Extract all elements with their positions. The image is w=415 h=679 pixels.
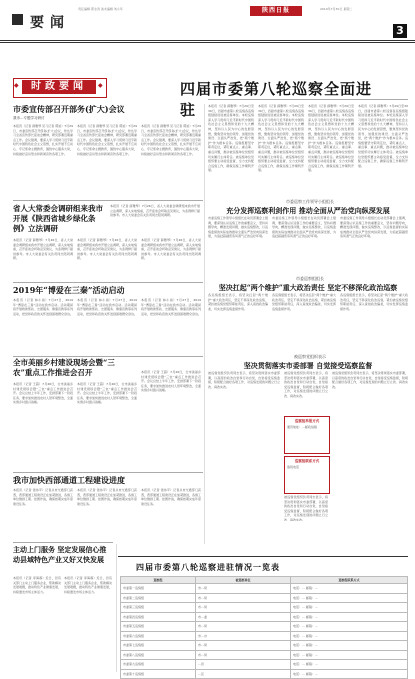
table-row	[121, 631, 408, 641]
story-title: 2019年“博爱在三秦”活动启动	[13, 285, 125, 295]
table-cell: 市…局	[196, 593, 291, 603]
table-cell: 电话：… 邮箱：…	[291, 650, 408, 660]
lead-body: 本报讯（记者 薛雅琴）7月29日至30日，四届市委第八轮巡察各巡察组陆续进驻被巡察单位。本轮巡察深入学习贯彻习近平新时代中国特色社会主义思想和党的十九大精神，坚持以人民为中心的发展思想，聚焦坚持党的领导、加强党的建设、全面从严治党，把“两个维护”作为根本任务。巡察组要坚守职责定位，紧盯重点人、重点事、重点问题，推动被巡察单位党组织切实履行主体责任。被巡察单位党组织要主动接受监督，全力支持配合巡察工作，确保巡察工作顺利开展。	[208, 104, 254, 173]
sub1-body: 市委巡察工作领导小组组长在动员部署会上强调，要深刻认识巡察工作的重要意义，坚持问题导向，精准发现问题，做实巡察整改，以巡察监督的实际成效推动全面从严治党向纵深发展，为追赶超越营造风清气正的良好环境。	[208, 216, 268, 239]
table-cell: 市…局	[196, 641, 291, 651]
story-body-cont: 本报讯（记者 李海蓉）近日，县有关部门主动上门服务企业，帮助解决发展难题，推动特色产业健康发展，持续激发市场主体活力。	[64, 576, 112, 594]
story-divider	[13, 200, 203, 201]
sub3-body-cont: 被巡察党组织负责同志表示，将坚决贯彻落实市委部署，以高度的政治自觉和行动自觉，自觉接受巡察监督，积极配合做好各项工作，对巡察发现的问题立行立改、真改实改。	[332, 371, 408, 389]
table-cell: 市委第十巡察组	[121, 669, 196, 679]
issue-date: 2019年7月30日 星期二	[320, 7, 353, 11]
sub2-body-cont: 各巡察组组长表示，将坚决扛起“两个维护”重大政治责任，坚定不移深化政治巡察，紧扣被巡察党组织职能责任，深入查找政治偏差，切实发挥巡察监督作用。	[340, 293, 408, 311]
table-title: 四届市委第八轮巡察进驻情况一览表	[136, 562, 280, 572]
sub3-kicker: 被巡察党组织表示	[294, 354, 326, 359]
report-info-line: 通讯地址：…邮政信箱	[287, 425, 318, 429]
kicker-label: 时政要闻	[22, 80, 96, 94]
page-header	[0, 0, 415, 46]
table-cell: 市…局	[196, 650, 291, 660]
story-divider	[13, 472, 203, 473]
table-cell: 市委第四巡察组	[121, 612, 196, 622]
table-cell: 市委第九巡察组	[121, 660, 196, 670]
table-cell: 市…办	[196, 631, 291, 641]
story-body-cont: 本报讯（记者 薛雅琴）7月26日，省人大常委会调研组来我市开展立法调研，深入实地察看，召开座谈会听取意见建议，为条例修订提供参考。市人大常委会有关负责同志陪同调研。	[141, 238, 201, 261]
sub3-body-cont: 被巡察党组织负责同志表示，将坚决贯彻落实市委部署，以高度的政治自觉和行动自觉，自觉接受巡察监督，积极配合做好各项工作，对巡察发现的问题立行立改、真改实改。	[284, 495, 328, 521]
table-cell: 市委第二巡察组	[121, 593, 196, 603]
table-cell: 电话：… 邮箱：…	[291, 631, 408, 641]
table-cell: 电话：… 邮箱：…	[291, 660, 408, 670]
story-body-cont: 本报讯（记者 王超）7月26日，全市美丽乡村建设现场会暨“三农”重点工作推进会召开。会议总结上半年工作，安排部署下一阶段任务，要求加快推进农村人居环境整治，全面实施乡村振兴战略。	[141, 370, 201, 393]
headline-rule	[208, 99, 408, 100]
story-body-cont: 本报讯（记者 薛雅琴 见习记者 郭旭）7月29日，市委宣传部召开部务(扩大)会议，传达学习全省宣传部长座谈会精神，研究部署近期重点工作。会议强调，要深入学习贯彻习近平新时代中国特色社会主义思想，扎实开展不忘初心、牢记使命主题教育，围绕中心服务大局，持续做好意识形态和新闻宣传各项工作。	[77, 124, 137, 156]
lead-body-cont: 本报讯（记者 薛雅琴）7月29日至30日，四届市委第八轮巡察各巡察组陆续进驻被巡察单位。本轮巡察深入学习贯彻习近平新时代中国特色社会主义思想和党的十九大精神，坚持以人民为中心的发展思想，聚焦坚持党的领导、加强党的建设、全面从严治党，把“两个维护”作为根本任务。巡察组要坚守职责定位，紧盯重点人、重点事、重点问题，推动被巡察单位党组织切实履行主体责任。被巡察单位党组织要主动接受监督，全力支持配合巡察工作，确保巡察工作顺利开展。	[258, 104, 304, 173]
page-number: 3	[393, 24, 407, 38]
editor-credits: 责任编辑 郭永涛 美术编辑 刘小年	[78, 7, 123, 11]
table-row	[121, 669, 408, 679]
story-title: 我市加快西部通道工程建设进度	[13, 475, 125, 485]
story-body-cont: 本报讯（记者 林小雨）7月27日，2019年“博爱在三秦”活动在我市启动。活动期间将开展救助帮扶、志愿服务、健康宣教等系列活动，把党和政府的关怀送到困难群众身边。	[141, 298, 201, 316]
table-top-rule	[118, 556, 408, 557]
table-row	[121, 641, 408, 651]
report-info-box	[284, 416, 330, 454]
sub3-body-cont: 被巡察党组织负责同志表示，将坚决贯彻落实市委部署，以高度的政治自觉和行动自觉，自觉接受巡察监督，积极配合做好各项工作，对巡察发现的问题立行立改、真改实改。	[284, 371, 328, 398]
table-cell: …县	[196, 660, 291, 670]
table-row	[121, 650, 408, 660]
sub1-body-cont: 市委巡察工作领导小组组长在动员部署会上强调，要深刻认识巡察工作的重要意义，坚持问题导向，精准发现问题，做实巡察整改，以巡察监督的实际成效推动全面从严治党向纵深发展，为追赶超越营造风清气正的良好环境。	[272, 216, 336, 239]
story-divider	[13, 356, 203, 357]
story-body: 本报讯（记者 薛雅琴）7月26日，省人大常委会调研组来我市开展立法调研，深入实地察看，召开座谈会听取意见建议，为条例修订提供参考。市人大常委会有关负责同志陪同调研。	[13, 238, 73, 261]
kicker-ornament-right-icon: ◆	[98, 82, 103, 89]
table-cell: 电话：… 邮箱：…	[291, 641, 408, 651]
story-body-side: 本报讯（记者 薛雅琴）7月26日，省人大常委会调研组来我市开展立法调研，深入实地察看，召开座谈会听取意见建议，为条例修订提供参考。市人大常委会有关负责同志陪同调研。	[110, 204, 200, 218]
story-body-cont: 本报讯（记者 王超）7月26日，全市美丽乡村建设现场会暨“三农”重点工作推进会召开。会议总结上半年工作，安排部署下一阶段任务，要求加快推进农村人居环境整治，全面实施乡村振兴战略。	[77, 382, 137, 405]
story-body: 本报讯（记者 李海蓉）近日，县有关部门主动上门服务企业，帮助解决发展难题，推动特色产业健康发展，持续激发市场主体活力。	[13, 576, 61, 594]
table-row	[121, 584, 408, 594]
header-rule	[0, 40, 415, 41]
story-body-cont: 本报讯（记者 雷伟平）记者从市交通部门获悉，西部通道工程建设正在加紧推进，各施工单位倒排工期、挂图作战，确保按期完成年度建设任务。	[141, 488, 201, 506]
sub3-body: 被巡察党组织负责同志表示，将坚决贯彻落实市委部署，以高度的政治自觉和行动自觉，自觉接受巡察监督，积极配合做好各项工作，对巡察发现的问题立行立改、真改实改。	[208, 371, 280, 389]
column-header: 被巡察单位	[196, 577, 291, 584]
story-body: 本报讯（记者 王超）7月26日，全市美丽乡村建设现场会暨“三农”重点工作推进会召开。会议总结上半年工作，安排部署下一阶段任务，要求加快推进农村人居环境整治，全面实施乡村振兴战略。	[13, 382, 73, 405]
table-header-row	[121, 577, 408, 584]
table-row	[121, 660, 408, 670]
table-cell: 电话：… 邮箱：…	[291, 622, 408, 632]
story-title: 全市美丽乡村建设现场会暨“三农”重点工作推进会召开	[13, 358, 115, 377]
table-cell: 电话：… 邮箱：…	[291, 593, 408, 603]
table-cell: 市…局	[196, 622, 291, 632]
story-title: 主动上门服务 坚定发展信心推动县域特色产业又好又快发展	[13, 545, 107, 564]
table-cell: 市委第七巡察组	[121, 641, 196, 651]
sub1-body-cont: 市委巡察工作领导小组组长在动员部署会上强调，要深刻认识巡察工作的重要意义，坚持问题导向，精准发现问题，做实巡察整改，以巡察监督的实际成效推动全面从严治党向纵深发展，为追赶超越营造风清气正的良好环境。	[340, 216, 408, 239]
table-cell: 市…委	[196, 612, 291, 622]
story-title: 市委宣传部召开部务(扩大)会议	[13, 104, 125, 114]
story-divider	[13, 542, 113, 543]
table-cell: 电话：… 邮箱：…	[291, 584, 408, 594]
story-body: 本报讯（记者 林小雨）7月27日，2019年“博爱在三秦”活动在我市启动。活动期间将开展救助帮扶、志愿服务、健康宣教等系列活动，把党和政府的关怀送到困难群众身边。	[13, 298, 73, 316]
table-cell: 市委第八巡察组	[121, 650, 196, 660]
story-body: 本报讯（记者 雷伟平）记者从市交通部门获悉，西部通道工程建设正在加紧推进，各施工单位倒排工期、挂图作战，确保按期完成年度建设任务。	[13, 488, 73, 506]
table-row	[121, 622, 408, 632]
contact-info-title: 巡察组联系方式	[294, 459, 320, 463]
column-separator	[204, 104, 205, 544]
story-body: 本报讯（记者 薛雅琴 见习记者 郭旭）7月29日，市委宣传部召开部务(扩大)会议，传达学习全省宣传部长座谈会精神，研究部署近期重点工作。会议强调，要深入学习贯彻习近平新时代中国特色社会主义思想，扎实开展不忘初心、牢记使命主题教育，围绕中心服务大局，持续做好意识形态和新闻宣传各项工作。	[13, 124, 73, 156]
table-cell: 电话：… 邮箱：…	[291, 669, 408, 679]
story-body-cont: 本报讯（记者 薛雅琴）7月26日，省人大常委会调研组来我市开展立法调研，深入实地察看，召开座谈会听取意见建议，为条例修订提供参考。市人大常委会有关负责同志陪同调研。	[77, 238, 137, 261]
table-cell: 电话：… 邮箱：…	[291, 603, 408, 613]
header-rule-2	[0, 42, 415, 43]
inspection-table	[120, 576, 408, 679]
section-title: 要闻	[30, 15, 70, 31]
table-cell: 市委第六巡察组	[121, 631, 196, 641]
sub3-title: 坚决贯彻落实市委部署 自觉接受巡察监督	[243, 361, 373, 370]
table-cell: 市委第五巡察组	[121, 622, 196, 632]
kicker-ornament-left-icon: ◆	[14, 82, 19, 89]
sub2-kicker: 市委巡察组组长	[296, 276, 324, 281]
story-body-cont: 本报讯（记者 林小雨）7月27日，2019年“博爱在三秦”活动在我市启动。活动期间将开展救助帮扶、志愿服务、健康宣教等系列活动，把党和政府的关怀送到困难群众身边。	[77, 298, 137, 316]
sub1-kicker: 市委巡察工作领导小组组长	[286, 199, 334, 204]
story-subtitle: 我市…专题学习研讨	[13, 116, 45, 120]
table-cell: 市委第一巡察组	[121, 584, 196, 594]
table-cell: 市委第三巡察组	[121, 603, 196, 613]
column-separator	[116, 544, 117, 672]
sub2-body-cont: 各巡察组组长表示，将坚决扛起“两个维护”重大政治责任，坚定不移深化政治巡察，紧扣被巡察党组织职能责任，深入查找政治偏差，切实发挥巡察监督作用。	[272, 293, 336, 311]
story-divider	[13, 282, 203, 283]
table-cell: 电话：… 邮箱：…	[291, 612, 408, 622]
table-cell: 市…局	[196, 584, 291, 594]
column-header: 巡察组联系方式	[291, 577, 408, 584]
sub2-body: 各巡察组组长表示，将坚决扛起“两个维护”重大政治责任，坚定不移深化政治巡察，紧扣被巡察党组织职能责任，深入查找政治偏差，切实发挥巡察监督作用。	[208, 293, 268, 311]
section-marker-icon	[12, 14, 23, 25]
report-info-title: 巡察组举报方式	[294, 419, 320, 423]
lead-body-cont: 本报讯（记者 薛雅琴）7月29日至30日，四届市委第八轮巡察各巡察组陆续进驻被巡察单位。本轮巡察深入学习贯彻习近平新时代中国特色社会主义思想和党的十九大精神，坚持以人民为中心的发展思想，聚焦坚持党的领导、加强党的建设、全面从严治党，把“两个维护”作为根本任务。巡察组要坚守职责定位，紧盯重点人、重点事、重点问题，推动被巡察单位党组织切实履行主体责任。被巡察单位党组织要主动接受监督，全力支持配合巡察工作，确保巡察工作顺利开展。	[358, 104, 408, 168]
table-row	[121, 603, 408, 613]
sub1-title: 充分发挥巡察利剑作用 推动全面从严治党向纵深发展	[226, 206, 390, 215]
masthead-logo: 陕西日报	[250, 6, 302, 16]
table-row	[121, 612, 408, 622]
column-header: 巡察组	[121, 577, 196, 584]
main-headline: 四届市委第八轮巡察全面进驻	[180, 80, 373, 119]
lead-body-cont: 本报讯（记者 薛雅琴）7月29日至30日，四届市委第八轮巡察各巡察组陆续进驻被巡察单位。本轮巡察深入学习贯彻习近平新时代中国特色社会主义思想和党的十九大精神，坚持以人民为中心的发展思想，聚焦坚持党的领导、加强党的建设、全面从严治党，把“两个维护”作为根本任务。巡察组要坚守职责定位，紧盯重点人、重点事、重点问题，推动被巡察单位党组织切实履行主体责任。被巡察单位党组织要主动接受监督，全力支持配合巡察工作，确保巡察工作顺利开展。	[308, 104, 354, 173]
table-cell: …区	[196, 669, 291, 679]
story-body-cont: 本报讯（记者 雷伟平）记者从市交通部门获悉，西部通道工程建设正在加紧推进，各施工单位倒排工期、挂图作战，确保按期完成年度建设任务。	[77, 488, 137, 506]
sub2-title: 坚决扛起“两个维护”重大政治责任 坚定不移深化政治巡察	[218, 283, 398, 292]
table-row	[121, 593, 408, 603]
contact-info-box	[284, 456, 330, 494]
table-cell: 市…局	[196, 603, 291, 613]
story-body-cont: 本报讯（记者 薛雅琴 见习记者 郭旭）7月29日，市委宣传部召开部务(扩大)会议，传达学习全省宣传部长座谈会精神，研究部署近期重点工作。会议强调，要深入学习贯彻习近平新时代中国特色社会主义思想，扎实开展不忘初心、牢记使命主题教育，围绕中心服务大局，持续做好意识形态和新闻宣传各项工作。	[141, 124, 201, 156]
story-title: 省人大常委会调研组来我市开展《陕西省城乡绿化条例》立法调研	[13, 204, 103, 233]
contact-info-line: 值班电话	[287, 465, 300, 469]
